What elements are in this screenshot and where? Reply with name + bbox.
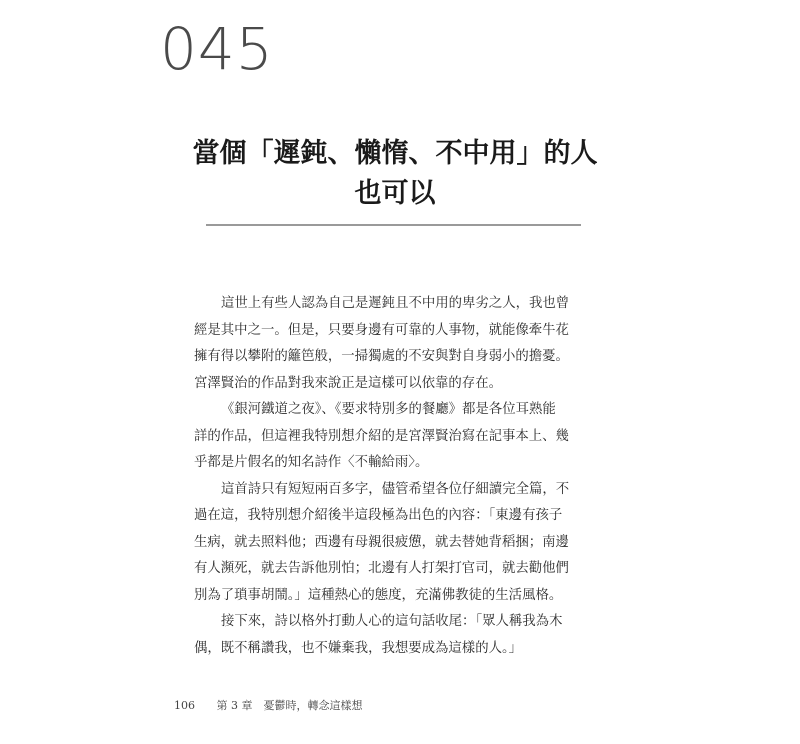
running-chapter-label: 第 3 章 憂鬱時，轉念這樣想 [216, 699, 363, 712]
body-line: 乎都是片假名的知名詩作〈不輸給雨〉。 [194, 455, 429, 470]
body-line: 詳的作品，但這裡我特別想介紹的是宮澤賢治寫在記事本上、幾 [194, 428, 569, 444]
body-line: 經是其中之一。但是，只要身邊有可靠的人事物，就能像牽牛花 [194, 322, 569, 338]
title-divider [206, 224, 581, 226]
page-number: 106 [174, 699, 195, 712]
body-line: 過在這，我特別想介紹後半這段極為出色的內容：「東邊有孩子 [194, 508, 563, 523]
body-line: 偶，既不稱讚我，也不嫌棄我，我想要成為這樣的人。」 [194, 640, 523, 656]
body-line: 這首詩只有短短兩百多字，儘管希望各位仔細讀完全篇，不 [221, 481, 570, 497]
page-title [150, 134, 640, 214]
chapter-number: 045 [160, 15, 274, 83]
page-footer [174, 697, 363, 713]
body-line: 別為了瑣事胡鬧。」這種熱心的態度，充滿佛教徒的生活風格。 [194, 587, 563, 603]
body-line: 接下來，詩以格外打動人心的這句話收尾：「眾人稱我為木 [221, 614, 563, 629]
body-line: 生病，就去照料他；西邊有母親很疲憊，就去替她背稻捆；南邊 [194, 534, 569, 550]
body-line: 宮澤賢治的作品對我來說正是這樣可以依靠的存在。 [194, 375, 502, 391]
body-line: 有人瀕死，就去告訴他別怕；北邊有人打架打官司，就去勸他們 [194, 561, 569, 576]
body-line: 這世上有些人認為自己是遲鈍且不中用的卑劣之人，我也曾 [221, 296, 570, 311]
title-line-2: 也可以 [354, 178, 436, 209]
body-line: 擁有得以攀附的籬笆般，一掃獨處的不安與對自身弱小的擔憂。 [194, 349, 569, 364]
body-text [194, 291, 604, 662]
body-line: 《銀河鐵道之夜》、《要求特別多的餐廳》都是各位耳熟能 [221, 402, 556, 417]
title-line-1: 當個「遲鈍、懶惰、不中用」的人 [192, 138, 598, 169]
